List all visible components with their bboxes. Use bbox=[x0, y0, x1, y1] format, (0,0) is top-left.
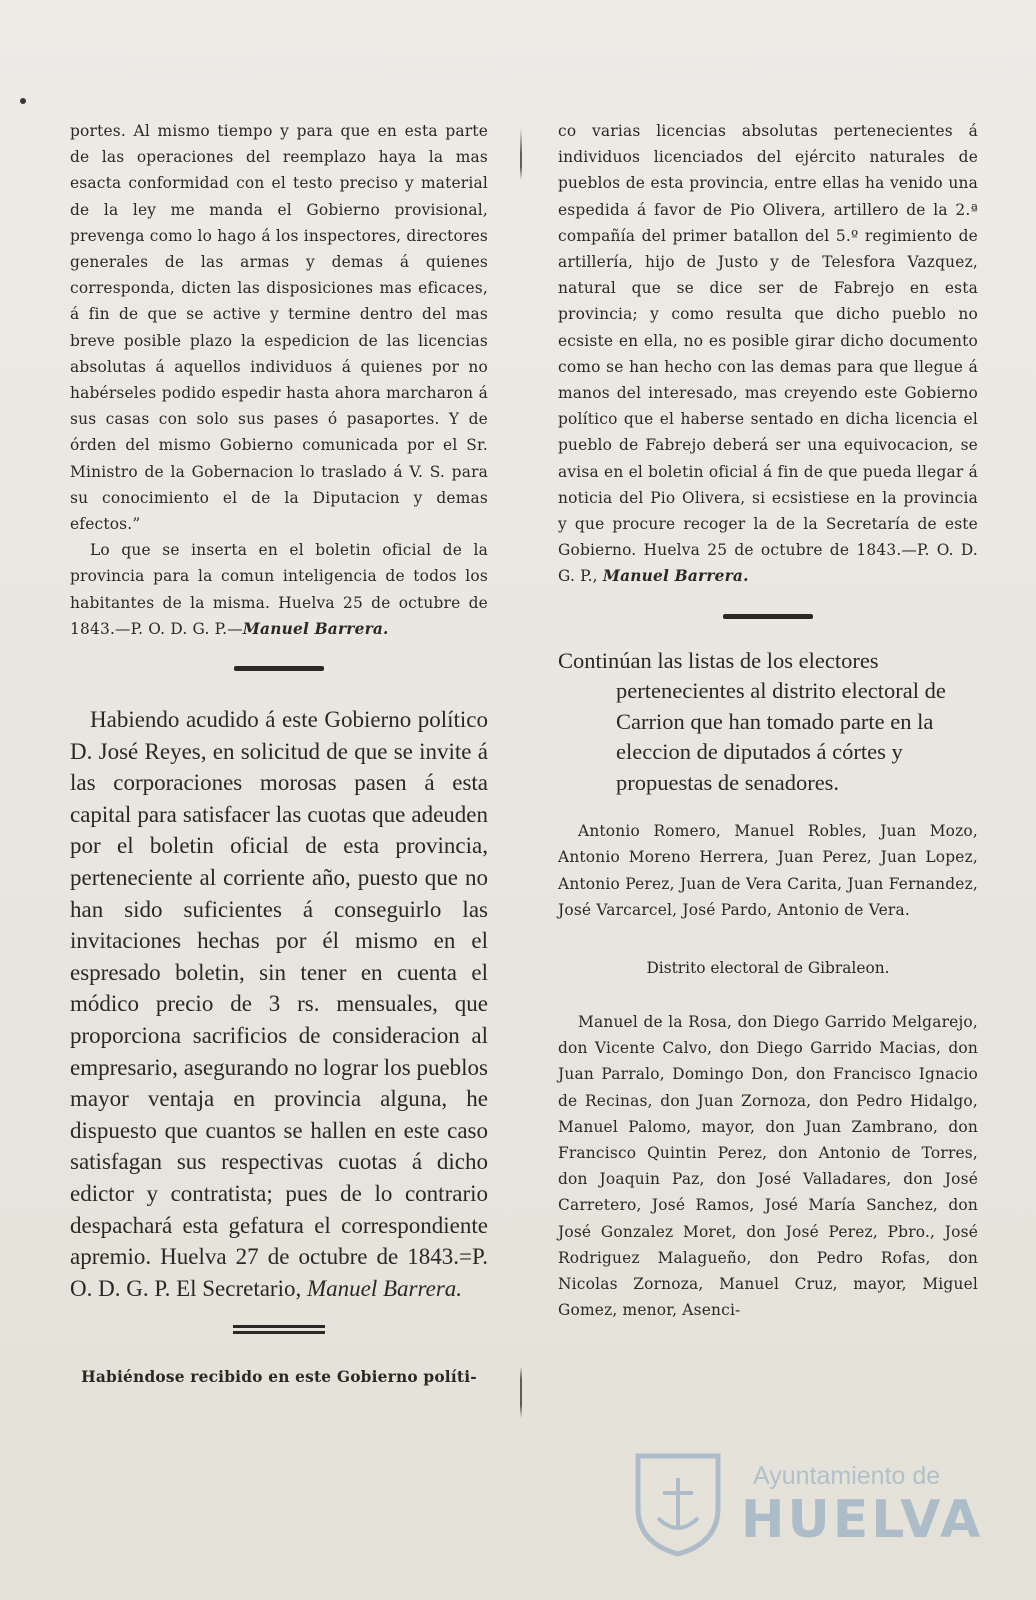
left-final-line: Habiéndose recibido en este Gobierno políti- bbox=[81, 1368, 477, 1387]
huelva-watermark bbox=[628, 1448, 984, 1558]
carrion-elector-list: Antonio Romero, Manuel Robles, Juan Mozo, Antonio Moreno Herrera, Juan Perez, Juan Lopez, Antonio Perez, Juan de Vera Carita, Juan Fernandez, José Varcarcel, José Pardo, Antonio de Vera. bbox=[558, 822, 978, 919]
double-divider bbox=[70, 1322, 488, 1338]
ink-dot bbox=[20, 98, 26, 104]
right-paragraph-1 bbox=[558, 118, 978, 590]
right-paragraph-1-text: co varias licencias absolutas pertenecientes á individuos licenciados del ejército naturales de pueblos de esta provincia, entre ellas ha venido una espedida á favor de Pio Olivera, artillero de la 2.ª compañía del primer batallon del 5.º regimiento de artillería, hijo de Justo y de Telesfora Vazquez, natural que se dice ser de Fabrejo en esta provincia; y como resulta que dicho pueblo no ecsiste en ella, no es posible girar dicho documento como se han hecho con las demas para que llegue á manos del interesado, mas creyendo este Gobierno político que el haberse sentado en dicha licencia el pueblo de Fabrejo deberá ser una equivocacion, se avisa en el boletin oficial á fin de que pueda llegar á noticia del Pio Olivera, si ecsistiese en la provincia y que procure recoger la de la Secretaría de este Gobierno. Huelva 25 de octubre de 1843.—P. O. D. G. P., bbox=[558, 122, 978, 586]
right-signature: Manuel Barrera. bbox=[602, 567, 749, 586]
announcement-signature: Manuel Barrera. bbox=[307, 1275, 463, 1301]
signature: Manuel Barrera. bbox=[242, 619, 389, 638]
announcement-text: Habiendo acudido á este Gobierno político D. José Reyes, en solicitud de que se invite á las corporaciones morosas pasen á esta capital para satisfacer las cuotas que adeuden por el boletin oficial de esta provincia, perteneciente al corriente año, puesto que no han sido suficientes á conseguirlo las invitaciones hechas por él mismo en el espresado boletin, sin tener en cuenta el módico precio de 3 rs. mensuales, que proporciona sacrificios de consideracion al empresario, asegurando no lograr los pueblos mayor ventaja en provincia alguna, he dispuesto que cuantos se hallen en este caso satisfagan sus respectivas cuotas á dicho edictor y contratista; pues de lo contrario despachará esta gefatura el correspondiente apremio. Huelva 27 de octubre de 1843.=P. O. D. G. P. El Secretario, bbox=[70, 707, 488, 1301]
column-rule bbox=[520, 128, 522, 1418]
watermark-line1: Ayuntamiento de bbox=[753, 1462, 941, 1490]
left-paragraph-2-text: Lo que se inserta en el boletin oficial de la provincia para la comun inteligencia de todos los habitantes de la misma. Huelva 25 de octubre de 1843.—P. O. D. G. P.— bbox=[70, 541, 488, 638]
announcement-paragraph bbox=[70, 704, 488, 1304]
gibraleon-subheading: Distrito electoral de Gibraleon. bbox=[646, 958, 890, 977]
left-paragraph-2 bbox=[70, 537, 488, 642]
electors-heading: Continúan las listas de los electores pertenecientes al distrito electoral de Carrion que han tomado parte en la eleccion de diputados á córtes y propuestas de senadores. bbox=[558, 647, 946, 795]
shield-icon bbox=[628, 1448, 728, 1558]
watermark-line2: HUELVA bbox=[741, 1490, 984, 1550]
left-paragraph-1: portes. Al mismo tiempo y para que en esta parte de las operaciones del reemplazo haya la mas esacta conformidad con el testo preciso y material de la ley me manda el Gobierno provisional, prevenga como lo hago á los inspectores, directores generales de las armas y demas á quienes corresponda, dicten las disposiciones mas eficaces, á fin de que se active y termine dentro del mas breve posible plazo la espedicion de las licencias absolutas á aquellos individuos á quienes por no habérseles podido espedir hasta ahora marcharon á sus casas con solo sus pases ó pasaportes. Y de órden del mismo Gobierno comunicada por el Sr. Ministro de la Gobernacion lo traslado á V. S. para su conocimiento el de la Diputacion y demas efectos.” bbox=[70, 122, 488, 534]
left-column bbox=[70, 118, 488, 1391]
section-divider-right bbox=[558, 608, 978, 624]
gibraleon-elector-list: Manuel de la Rosa, don Diego Garrido Melgarejo, don Vicente Calvo, don Diego Garrido Macias, don Juan Parralo, Domingo Don, don Francisco Ignacio de Recinas, don Juan Zornoza, don Pedro Hidalgo, Manuel Palomo, mayor, don Juan Zambrano, don Francisco Quintin Perez, don Antonio de Torres, don Joaquin Paz, don José Valladares, don José Carretero, José Ramos, José María Sanchez, don José Gonzalez Moret, don José Perez, Pbro., José Rodriguez Malagueño, don Pedro Rofas, don Nicolas Zornoza, Manuel Cruz, mayor, Miguel Gomez, menor, Asenci- bbox=[558, 1012, 978, 1320]
section-divider bbox=[70, 660, 488, 676]
right-column bbox=[558, 118, 978, 1323]
